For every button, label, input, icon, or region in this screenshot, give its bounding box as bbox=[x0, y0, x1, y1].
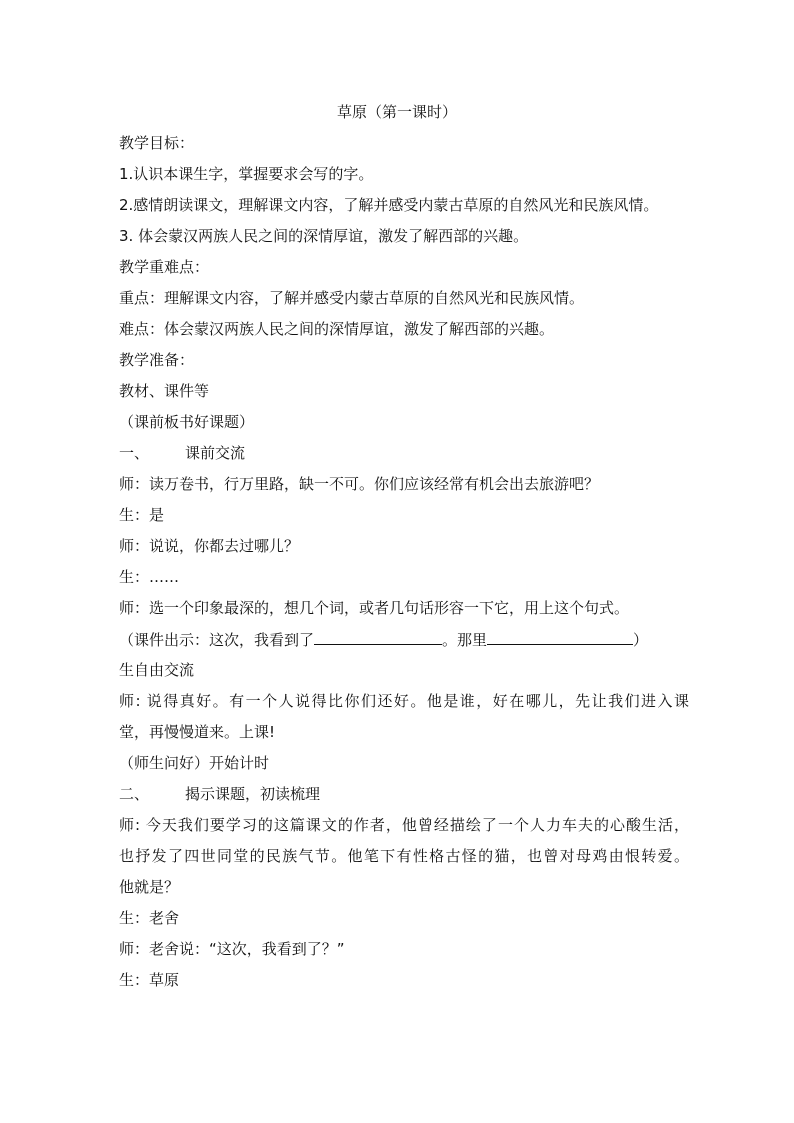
text-line: 难点：体会蒙汉两族人民之间的深情厚谊，激发了解西部的兴趣。 bbox=[119, 320, 555, 338]
text-line: 教学重难点： bbox=[119, 258, 210, 276]
text-line: 重点：理解课文内容，了解并感受内蒙古草原的自然风光和民族风情。 bbox=[119, 289, 585, 307]
fill-in-blank-1 bbox=[314, 629, 442, 645]
section-title: 揭示课题，初读梳理 bbox=[185, 785, 321, 803]
text-line: 生：…… bbox=[119, 568, 180, 586]
document-title: 草原（第一课时） bbox=[336, 103, 457, 121]
text-line: 堂，再慢慢道来。上课! bbox=[119, 723, 276, 741]
text-line: 3. 体会蒙汉两族人民之间的深情厚谊，激发了解西部的兴趣。 bbox=[119, 227, 529, 245]
text-line: 师：读万卷书，行万里路，缺一不可。你们应该经常有机会出去旅游吧？ bbox=[119, 475, 600, 493]
section-title: 课前交流 bbox=[185, 444, 246, 462]
courseware-prefix: （课件出示：这次，我看到了 bbox=[119, 631, 315, 649]
courseware-suffix: ） bbox=[633, 631, 649, 649]
text-line: 师: 说得真好。有一个人说得比你们还好。他是谁，好在哪儿，先让我们进入课 bbox=[119, 692, 689, 710]
courseware-middle: 。那里 bbox=[442, 631, 488, 649]
text-line: （课前板书好课题） bbox=[119, 413, 255, 431]
section-number: 二、 bbox=[119, 785, 150, 803]
section-heading-2 bbox=[119, 784, 689, 804]
text-line: （师生问好）开始计时 bbox=[119, 754, 270, 772]
text-line: 生：是 bbox=[119, 506, 165, 524]
text-line: 生：老舍 bbox=[119, 909, 180, 927]
text-line: 也抒发了四世同堂的民族气节。他笔下有性格古怪的猫，也曾对母鸡由恨转爱。 bbox=[119, 847, 689, 865]
text-line: 教学准备： bbox=[119, 351, 195, 369]
fill-in-blank-2 bbox=[487, 629, 633, 645]
text-line: 2.感情朗读课文，理解课文内容，了解并感受内蒙古草原的自然风光和民族风情。 bbox=[119, 196, 659, 214]
text-line: 师: 今天我们要学习的这篇课文的作者，他曾经描绘了一个人力车夫的心酸生活， bbox=[119, 816, 689, 834]
text-line: 生：草原 bbox=[119, 971, 180, 989]
section-number: 一、 bbox=[119, 444, 150, 462]
text-line: 师：老舍说：“这次，我看到了？” bbox=[119, 940, 345, 958]
text-line: 生自由交流 bbox=[119, 661, 195, 679]
section-heading-1 bbox=[119, 443, 689, 463]
text-line: 师：说说，你都去过哪儿？ bbox=[119, 537, 300, 555]
courseware-line bbox=[119, 629, 689, 649]
text-line: 教材、课件等 bbox=[119, 382, 210, 400]
text-line: 他就是？ bbox=[119, 878, 180, 896]
text-line: 教学目标： bbox=[119, 134, 195, 152]
text-line: 1.认识本课生字，掌握要求会写的字。 bbox=[119, 165, 374, 183]
text-line: 师：选一个印象最深的，想几个词，或者几句话形容一下它，用上这个句式。 bbox=[119, 599, 630, 617]
document-body bbox=[119, 133, 689, 1001]
